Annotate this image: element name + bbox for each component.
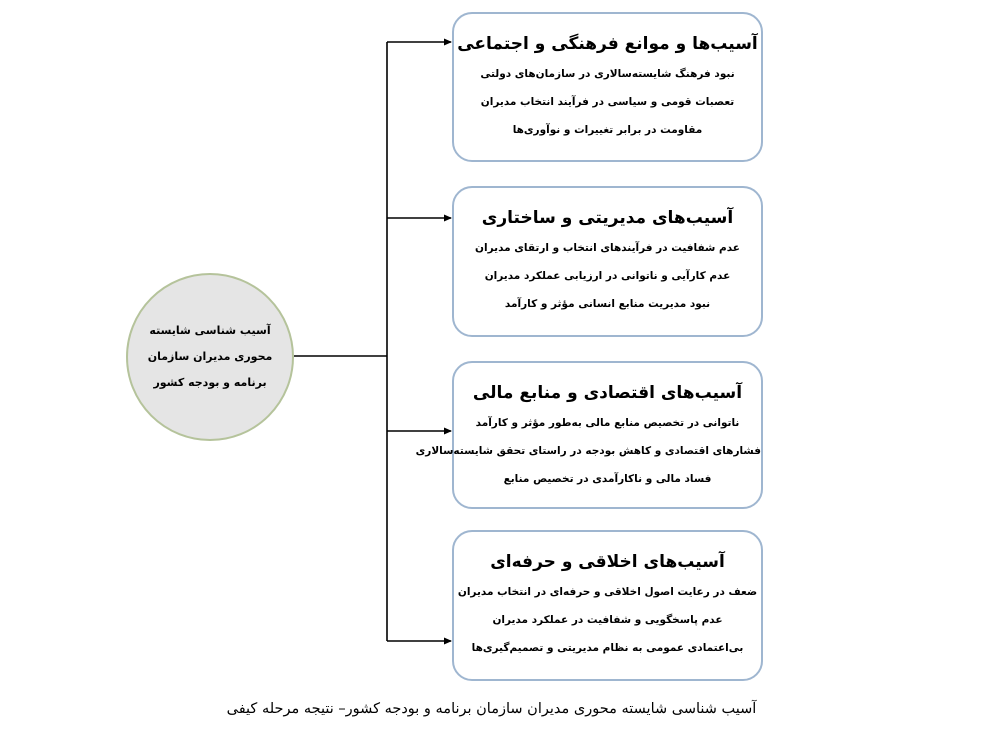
central-topic-line: محوری مدیران سازمان — [147, 350, 273, 363]
category-box-economic-financial — [415, 361, 763, 509]
category-title: آسیب‌های مدیریتی و ساختاری — [481, 208, 734, 228]
category-item: تعصبات قومی و سیاسی در فرآیند انتخاب مدیران — [480, 96, 735, 108]
category-box-managerial-structural — [452, 186, 763, 337]
category-title: آسیب‌ها و موانع فرهنگی و اجتماعی — [457, 34, 758, 54]
central-topic-node — [126, 273, 294, 441]
category-item: ناتوانی در تخصیص منابع مالی به‌طور مؤثر و کارآمد — [475, 417, 740, 429]
category-box-ethical-professional — [452, 530, 763, 681]
category-item: نبود فرهنگ شایسته‌سالاری در سازمان‌های دولتی — [480, 68, 735, 80]
category-item: عدم شفافیت در فرآیندهای انتخاب و ارتقای مدیران — [475, 242, 740, 254]
category-title: آسیب‌های اقتصادی و منابع مالی — [472, 383, 743, 403]
category-item: عدم پاسخگویی و شفافیت در عملکرد مدیران — [492, 614, 723, 626]
category-item: عدم کارآیی و ناتوانی در ارزیابی عملکرد مدیران — [484, 270, 731, 282]
category-item: فساد مالی و ناکارآمدی در تخصیص منابع — [503, 473, 712, 485]
category-item: فشارهای اقتصادی و کاهش بودجه در راستای تحقق شایسته‌سالاری — [415, 445, 761, 457]
figure-caption: آسیب شناسی شایسته محوری مدیران سازمان برنامه و بودجه کشور– نتیجه مرحله کیفی — [226, 701, 757, 717]
central-topic-line: برنامه و بودجه کشور — [153, 376, 267, 389]
category-title: آسیب‌های اخلاقی و حرفه‌ای — [490, 552, 725, 572]
category-item: بی‌اعتمادی عمومی به نظام مدیریتی و تصمیم‌گیری‌ها — [471, 642, 744, 654]
category-item: مقاومت در برابر تغییرات و نوآوری‌ها — [512, 124, 703, 136]
central-topic-line: آسیب شناسی شایسته — [149, 324, 271, 337]
category-item: ضعف در رعایت اصول اخلاقی و حرفه‌ای در انتخاب مدیران — [457, 586, 758, 598]
category-item: نبود مدیریت منابع انسانی مؤثر و کارآمد — [504, 298, 711, 310]
category-box-cultural-social — [452, 12, 763, 162]
